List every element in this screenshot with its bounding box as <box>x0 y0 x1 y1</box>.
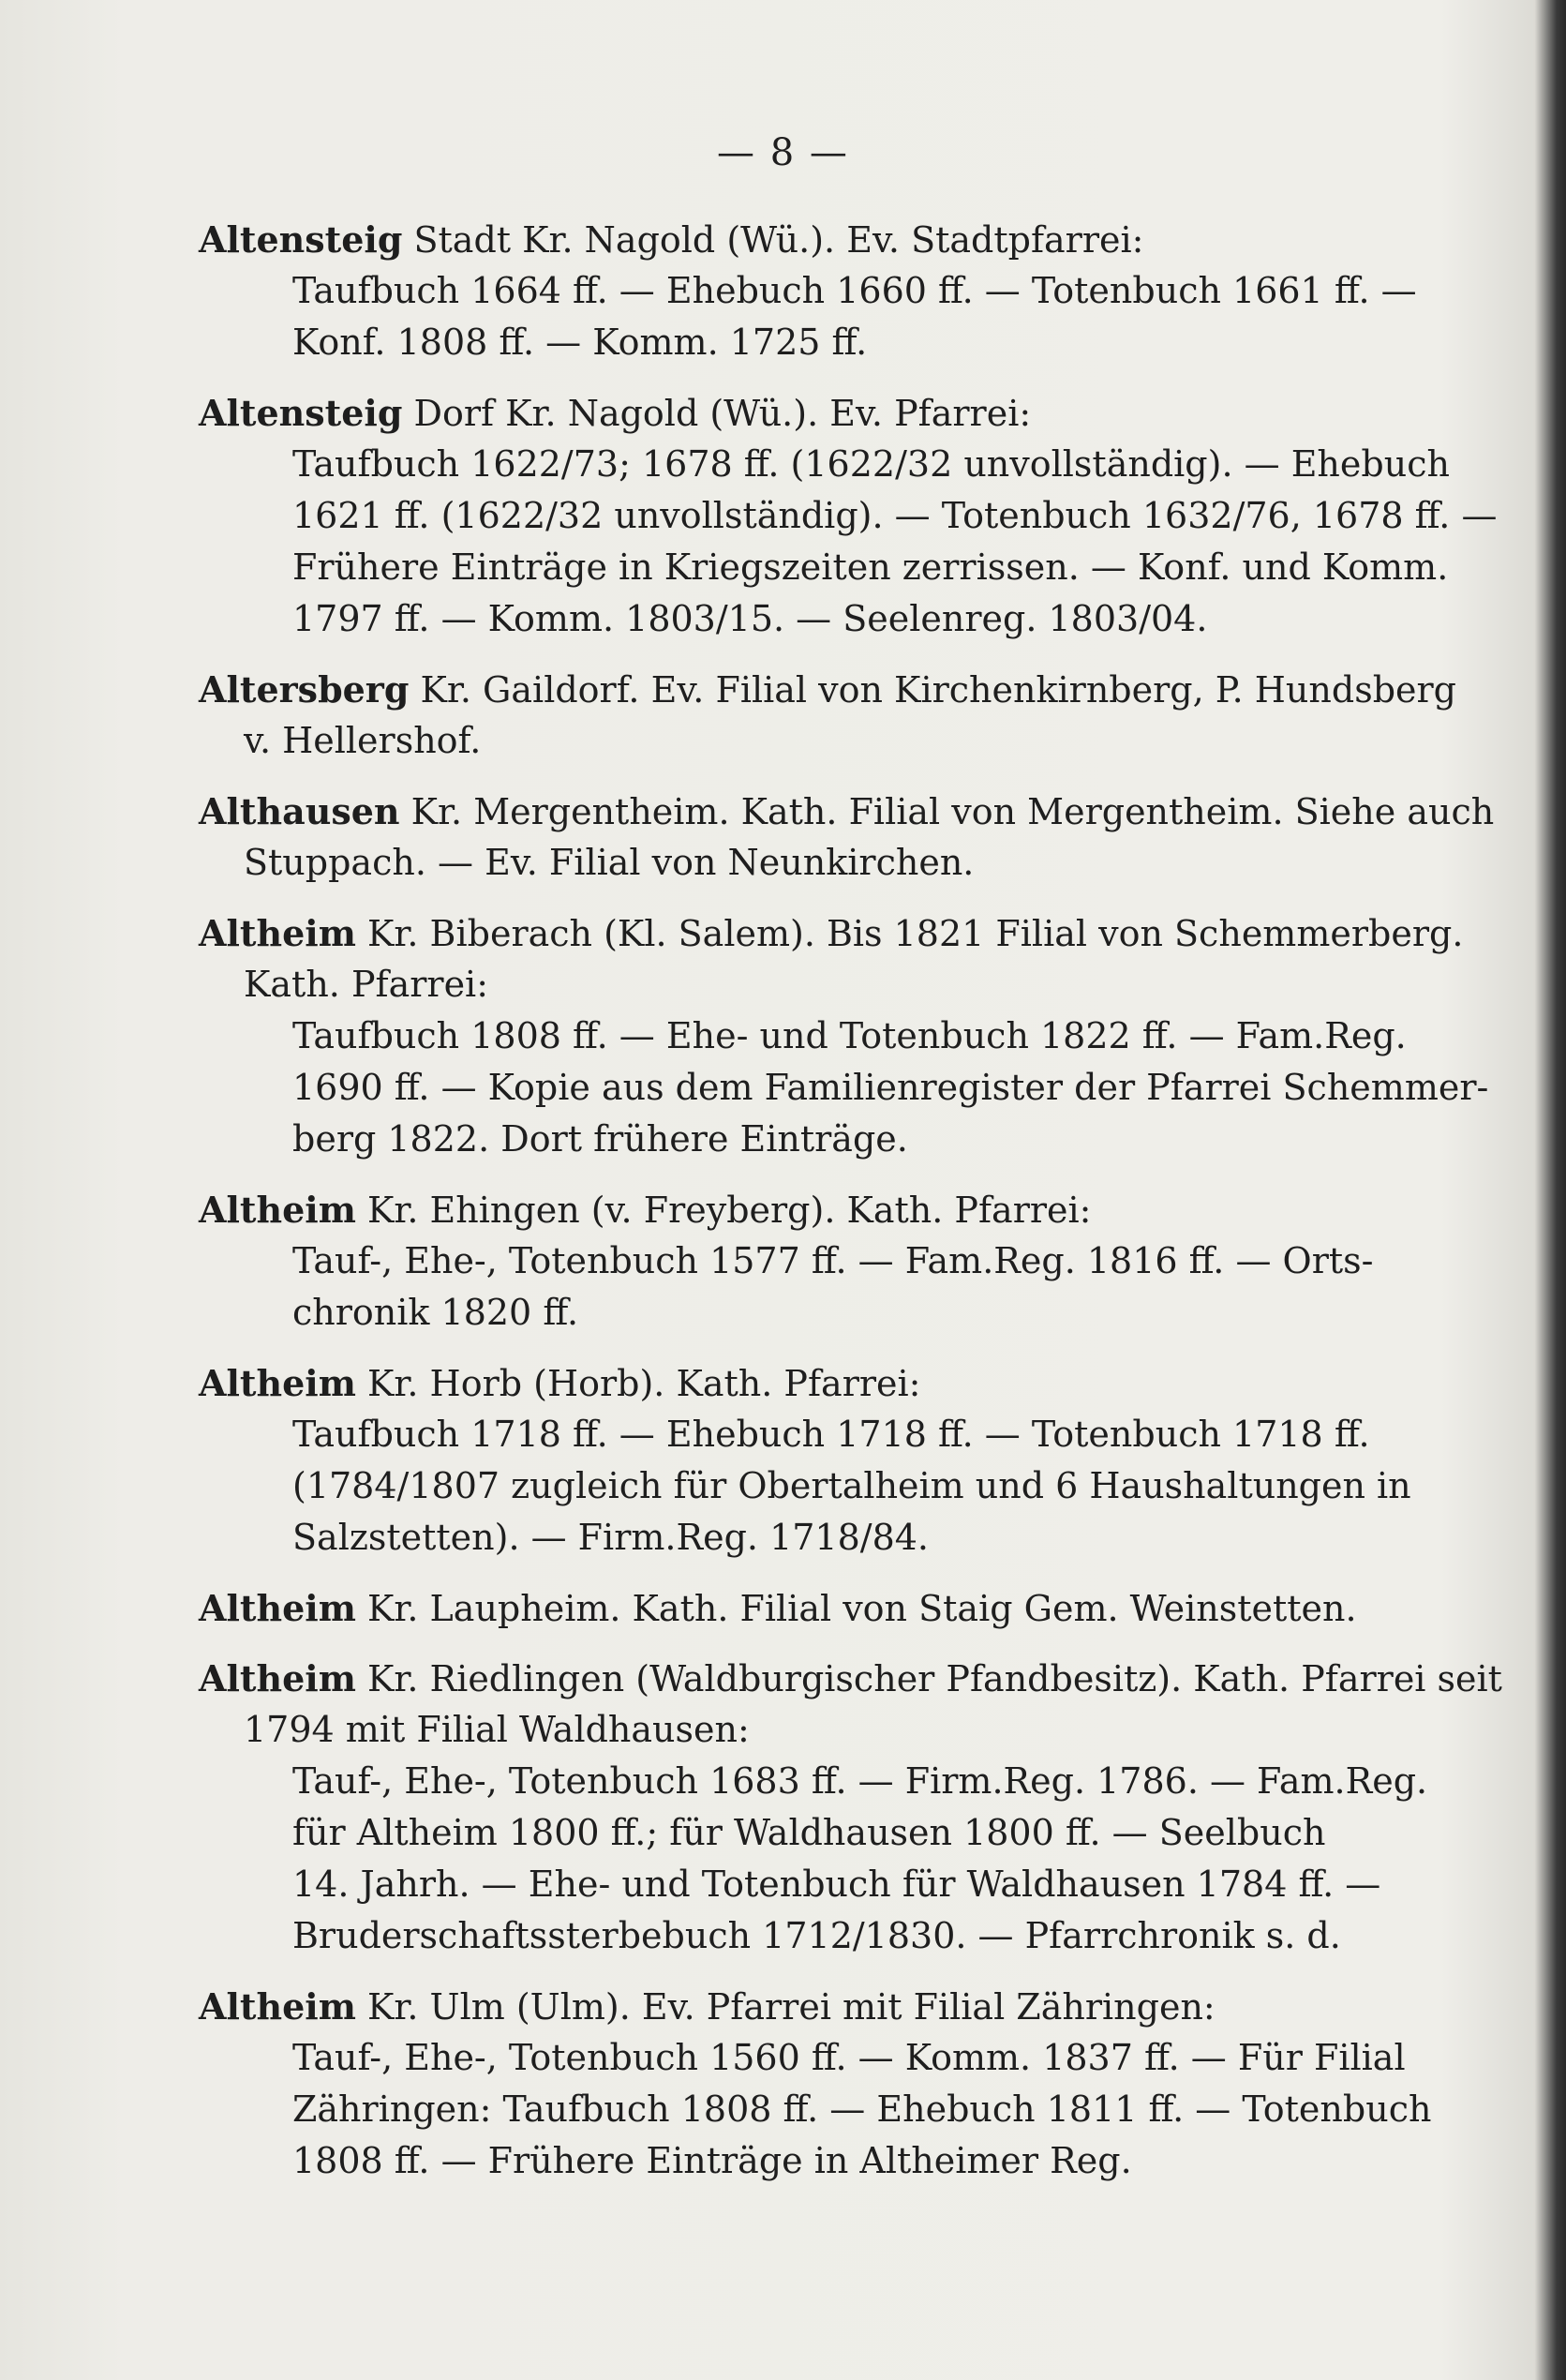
entry-line <box>199 959 1417 1010</box>
entry-text: Kr. Ehingen (v. Freyberg). Kath. Pfarrei: <box>367 1190 1092 1231</box>
entry-line <box>199 786 1495 837</box>
entry-line <box>199 1512 1417 1564</box>
register-entry <box>199 907 1489 1165</box>
register-entry <box>199 1184 1417 1339</box>
entry-text: Zähringen: Taufbuch 1808 ff. — Ehebuch 1811 ff. — Totenbuch <box>292 2088 1432 2130</box>
entry-text: Konf. 1808 ff. — Komm. 1725 ff. <box>292 322 868 363</box>
entry-place-name: Altheim <box>199 1657 356 1699</box>
entry-line <box>199 2084 1432 2135</box>
entry-line <box>199 490 1498 542</box>
register-entry <box>199 1357 1417 1564</box>
register-entries <box>199 214 1502 2206</box>
entry-line <box>199 907 1464 959</box>
entry-place-name: Altheim <box>199 1985 356 2028</box>
entry-place-name: Altensteig <box>199 392 403 434</box>
entry-line <box>199 1062 1489 1114</box>
entry-place-name: Altersberg <box>199 668 410 711</box>
entry-text: Tauf-, Ehe-, Totenbuch 1560 ff. — Komm. 1837 ff. — Für Filial <box>292 2037 1406 2078</box>
entry-line <box>199 1582 1417 1634</box>
entry-line <box>199 542 1449 593</box>
entry-line <box>199 1910 1417 1962</box>
register-entry <box>199 786 1495 889</box>
entry-line <box>199 439 1450 490</box>
entry-text: Taufbuch 1664 ff. — Ehebuch 1660 ff. — Totenbuch 1661 ff. — <box>292 270 1417 311</box>
entry-text: 1797 ff. — Komm. 1803/15. — Seelenreg. 1803/04. <box>292 598 1208 639</box>
entry-text: Kr. Biberach (Kl. Salem). Bis 1821 Filial von Schemmerberg. <box>367 913 1464 954</box>
entry-line <box>199 664 1457 715</box>
entry-place-name: Altheim <box>199 1189 356 1231</box>
entry-text: Kr. Ulm (Ulm). Ev. Pfarrei mit Filial Zähringen: <box>367 1986 1216 2028</box>
entry-line <box>199 1357 1417 1409</box>
entry-line <box>199 1460 1417 1512</box>
entry-line <box>199 715 1417 767</box>
entry-line <box>199 1010 1417 1062</box>
entry-line <box>199 2135 1417 2187</box>
entry-text: 1794 mit Filial Waldhausen: <box>244 1709 750 1750</box>
entry-place-name: Altensteig <box>199 218 403 261</box>
entry-text: 14. Jahrh. — Ehe- und Totenbuch für Waldhausen 1784 ff. — <box>292 1864 1381 1905</box>
entry-text: (1784/1807 zugleich für Obertalheim und 6 Haushaltungen in <box>292 1465 1411 1506</box>
entry-text: berg 1822. Dort frühere Einträge. <box>292 1118 908 1160</box>
entry-place-name: Altheim <box>199 1587 356 1629</box>
entry-line <box>199 1981 1417 2032</box>
entry-text: 1808 ff. — Frühere Einträge in Altheimer Reg. <box>292 2140 1132 2181</box>
entry-line <box>199 1704 1417 1756</box>
entry-text: für Altheim 1800 ff.; für Waldhausen 1800 ff. — Seelbuch <box>292 1812 1326 1853</box>
entry-text: 1690 ff. — Kopie aus dem Familienregister der Pfarrei Schemmer- <box>292 1067 1489 1108</box>
entry-text: Kr. Gaildorf. Ev. Filial von Kirchenkirnberg, P. Hundsberg <box>420 669 1457 711</box>
entry-line <box>199 1756 1428 1807</box>
entry-place-name: Altheim <box>199 912 356 954</box>
entry-text: Kr. Horb (Horb). Kath. Pfarrei: <box>367 1363 921 1404</box>
entry-text: 1621 ff. (1622/32 unvollständig). — Totenbuch 1632/76, 1678 ff. — <box>292 495 1498 536</box>
entry-text: Kr. Laupheim. Kath. Filial von Staig Gem. Weinstetten. <box>367 1588 1357 1629</box>
entry-text: Stuppach. — Ev. Filial von Neunkirchen. <box>244 842 975 883</box>
entry-text: Tauf-, Ehe-, Totenbuch 1683 ff. — Firm.Reg. 1786. — Fam.Reg. <box>292 1760 1428 1802</box>
entry-line <box>199 1287 1417 1339</box>
entry-line <box>199 593 1417 645</box>
entry-text: v. Hellershof. <box>244 720 482 761</box>
entry-place-name: Althausen <box>199 790 400 832</box>
entry-line <box>199 387 1417 439</box>
register-entry <box>199 664 1457 767</box>
entry-line <box>199 1653 1502 1704</box>
entry-text: Taufbuch 1622/73; 1678 ff. (1622/32 unvollständig). — Ehebuch <box>292 443 1450 485</box>
entry-text: Taufbuch 1718 ff. — Ehebuch 1718 ff. — Totenbuch 1718 ff. <box>292 1414 1370 1455</box>
register-entry <box>199 1582 1417 1634</box>
entry-line <box>199 265 1417 317</box>
entry-text: Taufbuch 1808 ff. — Ehe- und Totenbuch 1822 ff. — Fam.Reg. <box>292 1015 1407 1056</box>
entry-line <box>199 1807 1417 1859</box>
entry-line <box>199 214 1417 265</box>
entry-text: Tauf-, Ehe-, Totenbuch 1577 ff. — Fam.Reg. 1816 ff. — Orts- <box>292 1240 1374 1281</box>
register-entry <box>199 387 1498 645</box>
register-entry <box>199 1653 1502 1962</box>
register-entry <box>199 1981 1432 2187</box>
entry-line <box>199 837 1417 889</box>
entry-text: chronik 1820 ff. <box>292 1292 579 1333</box>
entry-line <box>199 317 1417 368</box>
entry-line <box>199 1114 1417 1165</box>
entry-place-name: Altheim <box>199 1362 356 1404</box>
page-number: — 8 — <box>717 131 849 174</box>
entry-line <box>199 2032 1417 2084</box>
register-entry <box>199 214 1417 368</box>
entry-text: Frühere Einträge in Kriegszeiten zerrissen. — Konf. und Komm. <box>292 546 1449 588</box>
entry-line <box>199 1235 1417 1287</box>
entry-text: Kr. Riedlingen (Waldburgischer Pfandbesitz). Kath. Pfarrei seit <box>367 1658 1502 1699</box>
entry-text: Kr. Mergentheim. Kath. Filial von Mergentheim. Siehe auch <box>410 791 1495 832</box>
entry-text: Stadt Kr. Nagold (Wü.). Ev. Stadtpfarrei: <box>413 219 1144 261</box>
entry-line <box>199 1184 1417 1235</box>
entry-text: Salzstetten). — Firm.Reg. 1718/84. <box>292 1517 930 1558</box>
entry-text: Kath. Pfarrei: <box>244 964 489 1005</box>
entry-line <box>199 1409 1417 1460</box>
entry-line <box>199 1859 1417 1910</box>
entry-text: Bruderschaftssterbebuch 1712/1830. — Pfarrchronik s. d. <box>292 1915 1341 1956</box>
entry-text: Dorf Kr. Nagold (Wü.). Ev. Pfarrei: <box>413 393 1032 434</box>
